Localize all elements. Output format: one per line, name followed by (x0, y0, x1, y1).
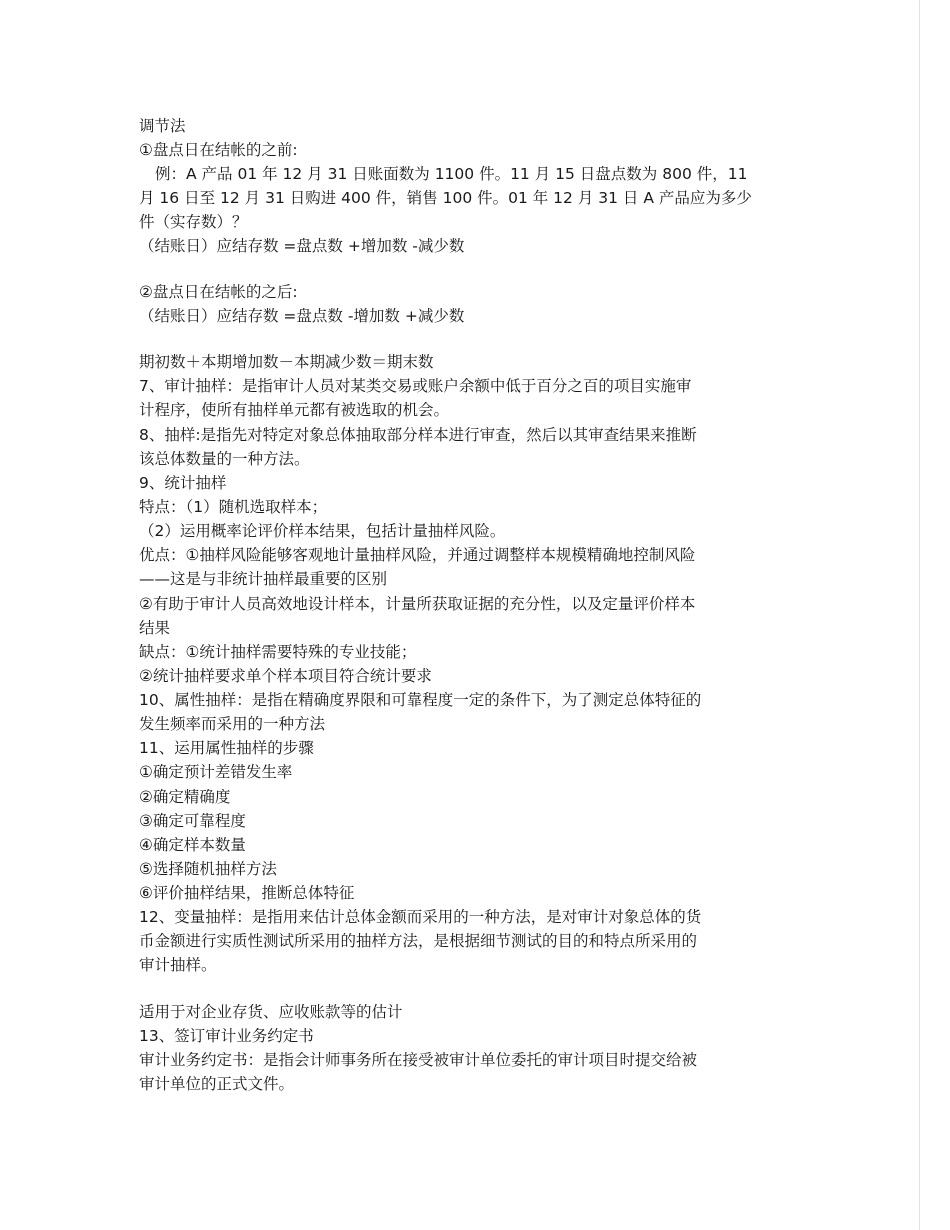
text-line: 结果 (139, 619, 171, 637)
text-line: ②确定精确度 (139, 788, 231, 806)
text-line: 例：A 产品 01 年 12 月 31 日账面数为 1100 件。11 月 15 日盘点数为 800 件，11 (155, 165, 748, 183)
text-line: （2）运用概率论评价样本结果，包括计量抽样风险。 (139, 522, 506, 540)
text-line: 适用于对企业存货、应收账款等的估计 (139, 1003, 403, 1021)
text-line: 12、变量抽样：是指用来估计总体金额而采用的一种方法，是对审计对象总体的货 (139, 908, 702, 926)
text-line: （结账日）应结存数 =盘点数 +增加数 -减少数 (139, 237, 465, 255)
text-line: 期初数＋本期增加数－本期减少数＝期末数 (139, 353, 434, 371)
text-line: ⑤选择随机抽样方法 (139, 860, 277, 878)
text-line: ④确定样本数量 (139, 836, 246, 854)
text-line: 13、签订审计业务约定书 (139, 1027, 314, 1045)
text-line: 特点：（1）随机选取样本； (139, 498, 328, 516)
text-line: 7、审计抽样：是指审计人员对某类交易或账户余额中低于百分之百的项目实施审 (139, 377, 692, 395)
text-line: 11、运用属性抽样的步骤 (139, 739, 314, 757)
text-line: 审计单位的正式文件。 (139, 1075, 295, 1093)
text-line: 审计业务约定书：是指会计师事务所在接受被审计单位委托的审计项目时提交给被 (139, 1051, 698, 1069)
text-line: ——这是与非统计抽样最重要的区别 (139, 570, 388, 588)
text-line: 缺点：①统计抽样需要特殊的专业技能； (139, 643, 417, 661)
text-line: 9、统计抽样 (139, 474, 227, 492)
page-edge (919, 0, 920, 1230)
text-line: （结账日）应结存数 =盘点数 -增加数 +减少数 (139, 307, 465, 325)
text-line: ①盘点日在结帐的之前: (139, 141, 298, 159)
text-line: ②统计抽样要求单个样本项目符合统计要求 (139, 667, 432, 685)
text-line: 计程序，使所有抽样单元都有被选取的机会。 (139, 401, 450, 419)
text-line: ①确定预计差错发生率 (139, 763, 293, 781)
text-line: ③确定可靠程度 (139, 812, 246, 830)
text-line: 月 16 日至 12 月 31 日购进 400 件，销售 100 件。01 年 12 月 31 日 A 产品应为多少 (139, 189, 752, 207)
text-line: 件（实存数）？ (139, 213, 248, 231)
text-line: 发生频率而采用的一种方法 (139, 715, 326, 733)
text-line: 10、属性抽样：是指在精确度界限和可靠程度一定的条件下，为了测定总体特征的 (139, 691, 702, 709)
text-line: ⑥评价抽样结果，推断总体特征 (139, 884, 355, 902)
text-line: ②有助于审计人员高效地设计样本，计量所获取证据的充分性，以及定量评价样本 (139, 595, 696, 613)
text-line: 8、抽样:是指先对特定对象总体抽取部分样本进行审查，然后以其审查结果来推断 (139, 426, 697, 444)
text-line: 该总体数量的一种方法。 (139, 450, 310, 468)
text-line: 调节法 (139, 117, 186, 135)
text-line: 币金额进行实质性测试所采用的抽样方法，是根据细节测试的目的和特点所采用的 (139, 932, 698, 950)
text-line: 优点：①抽样风险能够客观地计量抽样风险，并通过调整样本规模精确地控制风险 (139, 546, 696, 564)
text-line: ②盘点日在结帐的之后: (139, 283, 298, 301)
text-line: 审计抽样。 (139, 956, 217, 974)
